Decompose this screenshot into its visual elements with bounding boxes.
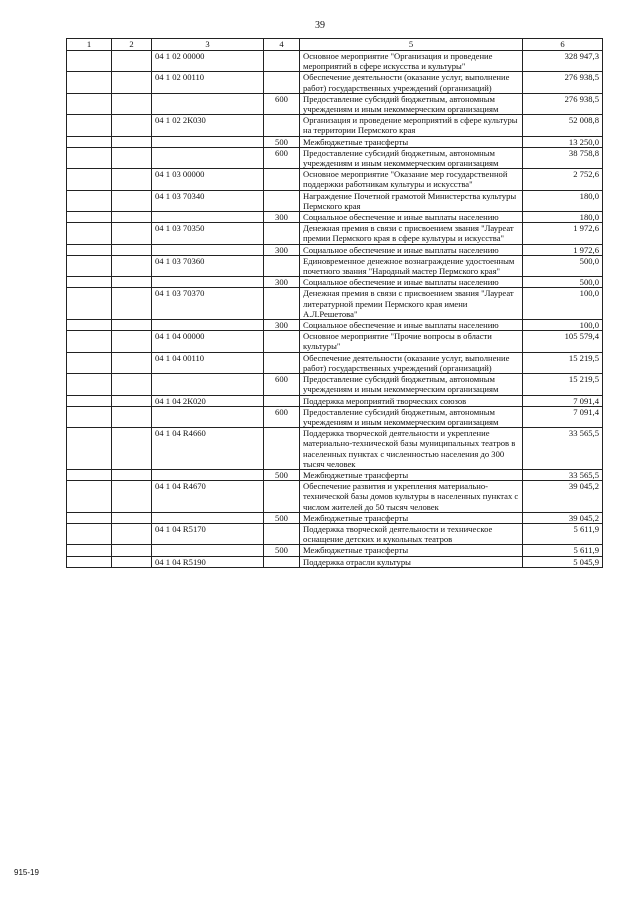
amount-value: 39 045,2 <box>523 512 603 523</box>
table-row <box>67 428 603 470</box>
table-body <box>67 51 603 568</box>
item-description: Основное мероприятие "Оказание мер государственной поддержки работникам культуры и искусства" <box>300 169 523 190</box>
item-description: Предоставление субсидий бюджетным, автономным учреждениям и иным некоммерческим организациям <box>300 406 523 427</box>
item-description: Обеспечение деятельности (оказание услуг, выполнение работ) государственных учреждений (организаций) <box>300 72 523 93</box>
table-row <box>67 190 603 211</box>
item-description: Предоставление субсидий бюджетным, автономным учреждениям и иным некоммерческим организациям <box>300 374 523 395</box>
table-row <box>67 406 603 427</box>
target-article-code: 04 1 03 70370 <box>152 288 264 320</box>
amount-value: 500,0 <box>523 255 603 276</box>
col-2-cell <box>112 223 152 244</box>
amount-value: 2 752,6 <box>523 169 603 190</box>
target-article-code: 04 1 04 R4660 <box>152 428 264 470</box>
target-article-code: 04 1 02 2К030 <box>152 115 264 136</box>
item-description: Поддержка творческой деятельности и техническое оснащение детских и кукольных театров <box>300 523 523 544</box>
target-article-code: 04 1 03 70350 <box>152 223 264 244</box>
col-2-cell <box>112 523 152 544</box>
col-2-cell <box>112 374 152 395</box>
column-header-3: 3 <box>152 39 264 51</box>
expense-type-code: 300 <box>264 277 300 288</box>
table-row <box>67 115 603 136</box>
target-article-code: 04 1 04 00000 <box>152 331 264 352</box>
item-description: Межбюджетные трансферты <box>300 512 523 523</box>
table-row <box>67 469 603 480</box>
col-1-cell <box>67 115 112 136</box>
budget-table <box>66 38 603 568</box>
target-article-code: 04 1 04 R5190 <box>152 556 264 567</box>
col-2-cell <box>112 277 152 288</box>
item-description: Социальное обеспечение и иные выплаты населению <box>300 244 523 255</box>
expense-type-code <box>264 51 300 72</box>
col-1-cell <box>67 395 112 406</box>
col-1-cell <box>67 288 112 320</box>
column-header-1: 1 <box>67 39 112 51</box>
item-description: Обеспечение развития и укрепления материально-технической базы домов культуры в населенных пунктах с числом жителей до 50 тысяч человек <box>300 481 523 513</box>
target-article-code: 04 1 04 2К020 <box>152 395 264 406</box>
target-article-code: 04 1 04 R5170 <box>152 523 264 544</box>
target-article-code: 04 1 03 00000 <box>152 169 264 190</box>
col-2-cell <box>112 190 152 211</box>
col-2-cell <box>112 481 152 513</box>
col-2-cell <box>112 352 152 373</box>
target-article-code <box>152 374 264 395</box>
col-2-cell <box>112 115 152 136</box>
amount-value: 52 008,8 <box>523 115 603 136</box>
amount-value: 5 611,9 <box>523 545 603 556</box>
expense-type-code <box>264 556 300 567</box>
col-2-cell <box>112 556 152 567</box>
table-row <box>67 212 603 223</box>
item-description: Награждение Почетной грамотой Министерства культуры Пермского края <box>300 190 523 211</box>
target-article-code <box>152 277 264 288</box>
col-2-cell <box>112 51 152 72</box>
expense-type-code: 600 <box>264 147 300 168</box>
amount-value: 33 565,5 <box>523 469 603 480</box>
column-header-2: 2 <box>112 39 152 51</box>
col-1-cell <box>67 428 112 470</box>
amount-value: 105 579,4 <box>523 331 603 352</box>
item-description: Поддержка творческой деятельности и укрепление материально-технической базы муниципальных театров в населенных пунктах с численностью населения до 300 тысяч человек <box>300 428 523 470</box>
col-1-cell <box>67 481 112 513</box>
target-article-code <box>152 512 264 523</box>
target-article-code <box>152 244 264 255</box>
table-row <box>67 223 603 244</box>
amount-value: 500,0 <box>523 277 603 288</box>
col-1-cell <box>67 72 112 93</box>
expense-type-code <box>264 481 300 513</box>
col-2-cell <box>112 72 152 93</box>
target-article-code <box>152 147 264 168</box>
amount-value: 5 045,9 <box>523 556 603 567</box>
amount-value: 180,0 <box>523 212 603 223</box>
col-2-cell <box>112 331 152 352</box>
table-row <box>67 374 603 395</box>
table-row <box>67 244 603 255</box>
table-row <box>67 169 603 190</box>
target-article-code <box>152 93 264 114</box>
target-article-code <box>152 136 264 147</box>
amount-value: 15 219,5 <box>523 352 603 373</box>
target-article-code: 04 1 03 70360 <box>152 255 264 276</box>
table-row <box>67 277 603 288</box>
expense-type-code: 600 <box>264 93 300 114</box>
col-1-cell <box>67 93 112 114</box>
expense-type-code <box>264 288 300 320</box>
expense-type-code <box>264 523 300 544</box>
amount-value: 33 565,5 <box>523 428 603 470</box>
target-article-code <box>152 212 264 223</box>
amount-value: 39 045,2 <box>523 481 603 513</box>
target-article-code: 04 1 02 00110 <box>152 72 264 93</box>
col-1-cell <box>67 223 112 244</box>
expense-type-code <box>264 72 300 93</box>
amount-value: 7 091,4 <box>523 406 603 427</box>
table-row <box>67 395 603 406</box>
col-2-cell <box>112 212 152 223</box>
col-2-cell <box>112 255 152 276</box>
document-code: 915-19 <box>14 868 39 877</box>
expense-type-code <box>264 223 300 244</box>
amount-value: 100,0 <box>523 320 603 331</box>
column-header-6: 6 <box>523 39 603 51</box>
item-description: Межбюджетные трансферты <box>300 136 523 147</box>
header-row <box>67 39 603 51</box>
item-description: Социальное обеспечение и иные выплаты населению <box>300 277 523 288</box>
target-article-code <box>152 320 264 331</box>
expense-type-code: 500 <box>264 545 300 556</box>
table-row <box>67 481 603 513</box>
item-description: Поддержка мероприятий творческих союзов <box>300 395 523 406</box>
col-1-cell <box>67 320 112 331</box>
table-row <box>67 545 603 556</box>
col-2-cell <box>112 147 152 168</box>
expense-type-code <box>264 255 300 276</box>
amount-value: 13 250,0 <box>523 136 603 147</box>
item-description: Обеспечение деятельности (оказание услуг, выполнение работ) государственных учреждений (организаций) <box>300 352 523 373</box>
item-description: Единовременное денежное вознаграждение удостоенным почетного звания "Народный мастер Пермского края" <box>300 255 523 276</box>
table-row <box>67 93 603 114</box>
col-2-cell <box>112 169 152 190</box>
col-1-cell <box>67 51 112 72</box>
expense-type-code <box>264 115 300 136</box>
col-1-cell <box>67 212 112 223</box>
item-description: Предоставление субсидий бюджетным, автономным учреждениям и иным некоммерческим организациям <box>300 147 523 168</box>
amount-value: 38 758,8 <box>523 147 603 168</box>
expense-type-code: 500 <box>264 136 300 147</box>
table-row <box>67 147 603 168</box>
table-row <box>67 288 603 320</box>
col-1-cell <box>67 469 112 480</box>
expense-type-code: 300 <box>264 244 300 255</box>
col-2-cell <box>112 395 152 406</box>
item-description: Основное мероприятие "Прочие вопросы в области культуры" <box>300 331 523 352</box>
expense-type-code <box>264 169 300 190</box>
table-row <box>67 352 603 373</box>
page-number: 39 <box>315 20 325 31</box>
target-article-code <box>152 406 264 427</box>
table-row <box>67 51 603 72</box>
item-description: Социальное обеспечение и иные выплаты населению <box>300 320 523 331</box>
amount-value: 180,0 <box>523 190 603 211</box>
expense-type-code <box>264 428 300 470</box>
col-2-cell <box>112 545 152 556</box>
col-1-cell <box>67 374 112 395</box>
item-description: Основное мероприятие "Организация и проведение мероприятий в сфере искусства и культуры" <box>300 51 523 72</box>
amount-value: 100,0 <box>523 288 603 320</box>
table-row <box>67 523 603 544</box>
col-1-cell <box>67 244 112 255</box>
item-description: Социальное обеспечение и иные выплаты населению <box>300 212 523 223</box>
target-article-code: 04 1 04 00110 <box>152 352 264 373</box>
amount-value: 15 219,5 <box>523 374 603 395</box>
column-header-5: 5 <box>300 39 523 51</box>
col-1-cell <box>67 352 112 373</box>
table-row <box>67 331 603 352</box>
amount-value: 7 091,4 <box>523 395 603 406</box>
col-1-cell <box>67 147 112 168</box>
col-1-cell <box>67 190 112 211</box>
target-article-code <box>152 545 264 556</box>
col-1-cell <box>67 556 112 567</box>
expense-type-code: 500 <box>264 469 300 480</box>
item-description: Организация и проведение мероприятий в сфере культуры на территории Пермского края <box>300 115 523 136</box>
expense-type-code: 600 <box>264 374 300 395</box>
table-row <box>67 320 603 331</box>
col-2-cell <box>112 469 152 480</box>
col-2-cell <box>112 512 152 523</box>
column-header-4: 4 <box>264 39 300 51</box>
col-1-cell <box>67 136 112 147</box>
table-row <box>67 556 603 567</box>
amount-value: 276 938,5 <box>523 72 603 93</box>
target-article-code: 04 1 02 00000 <box>152 51 264 72</box>
col-1-cell <box>67 406 112 427</box>
amount-value: 5 611,9 <box>523 523 603 544</box>
expense-type-code: 600 <box>264 406 300 427</box>
col-2-cell <box>112 428 152 470</box>
item-description: Предоставление субсидий бюджетным, автономным учреждениям и иным некоммерческим организациям <box>300 93 523 114</box>
expense-type-code: 300 <box>264 212 300 223</box>
expense-type-code: 300 <box>264 320 300 331</box>
col-2-cell <box>112 93 152 114</box>
item-description: Межбюджетные трансферты <box>300 545 523 556</box>
expense-type-code: 500 <box>264 512 300 523</box>
amount-value: 1 972,6 <box>523 223 603 244</box>
table-row <box>67 136 603 147</box>
item-description: Денежная премия в связи с присвоением звания "Лауреат литературной премии Пермского края имени А.Л.Решетова" <box>300 288 523 320</box>
table-row <box>67 72 603 93</box>
amount-value: 1 972,6 <box>523 244 603 255</box>
col-1-cell <box>67 255 112 276</box>
expense-type-code <box>264 190 300 211</box>
col-1-cell <box>67 512 112 523</box>
col-1-cell <box>67 331 112 352</box>
col-1-cell <box>67 523 112 544</box>
col-1-cell <box>67 277 112 288</box>
expense-type-code <box>264 352 300 373</box>
col-1-cell <box>67 169 112 190</box>
col-2-cell <box>112 320 152 331</box>
col-2-cell <box>112 244 152 255</box>
col-2-cell <box>112 288 152 320</box>
col-2-cell <box>112 406 152 427</box>
item-description: Денежная премия в связи с присвоением звания "Лауреат премии Пермского края в сфере культуры и искусства" <box>300 223 523 244</box>
amount-value: 276 938,5 <box>523 93 603 114</box>
col-1-cell <box>67 545 112 556</box>
col-2-cell <box>112 136 152 147</box>
target-article-code <box>152 469 264 480</box>
table-row <box>67 255 603 276</box>
target-article-code: 04 1 04 R4670 <box>152 481 264 513</box>
table-row <box>67 512 603 523</box>
target-article-code: 04 1 03 70340 <box>152 190 264 211</box>
expense-type-code <box>264 331 300 352</box>
expense-type-code <box>264 395 300 406</box>
item-description: Поддержка отрасли культуры <box>300 556 523 567</box>
item-description: Межбюджетные трансферты <box>300 469 523 480</box>
amount-value: 328 947,3 <box>523 51 603 72</box>
